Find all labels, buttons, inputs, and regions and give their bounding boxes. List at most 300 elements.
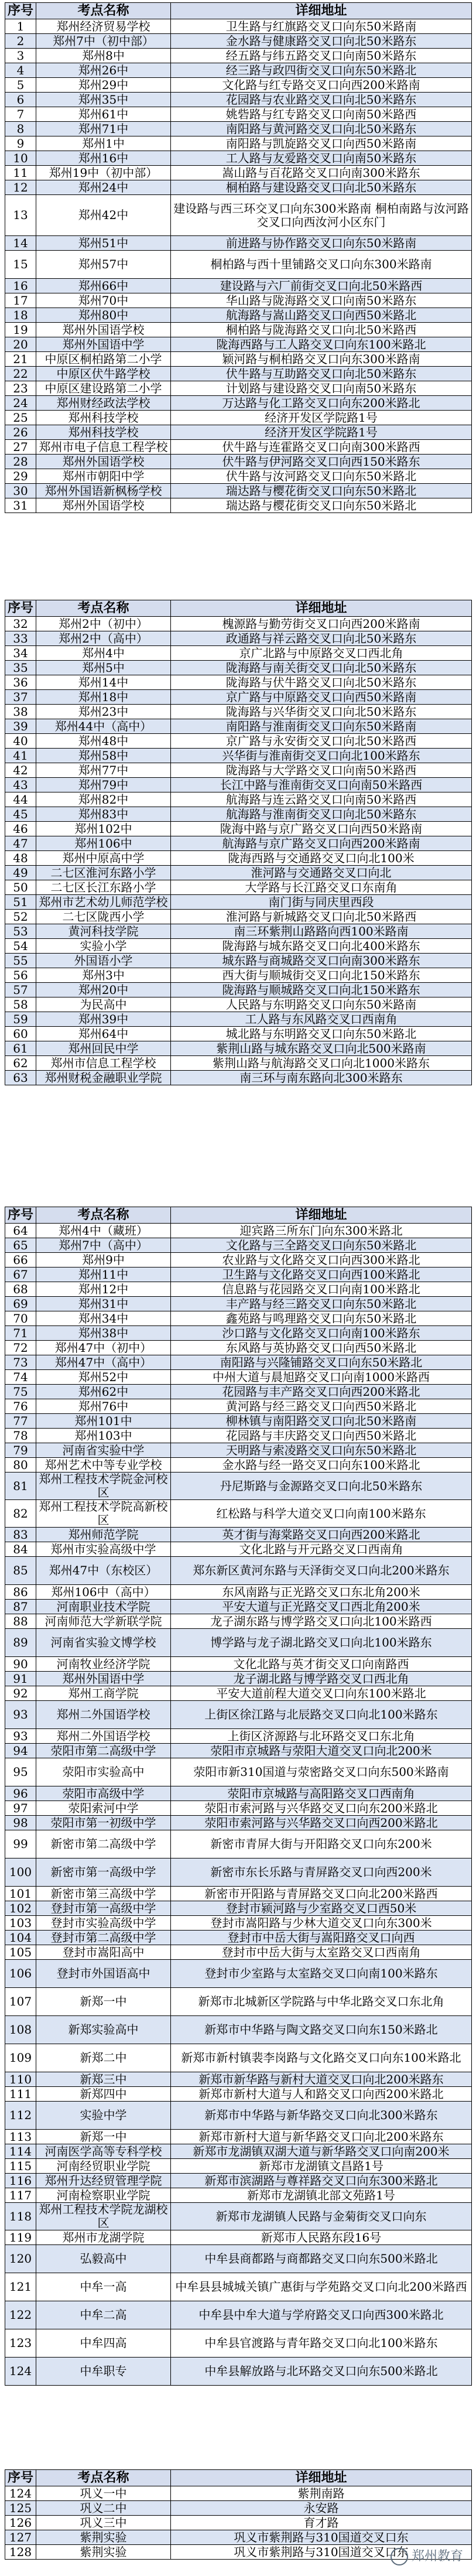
cell-seq: 75 [5, 1385, 36, 1399]
cell-seq: 62 [5, 1056, 36, 1071]
cell-seq: 96 [5, 1786, 36, 1801]
cell-seq: 95 [5, 1758, 36, 1786]
cell-address: 新密市青屏大街与开阳路交叉口向东200米 [171, 1830, 472, 1858]
cell-address: 淮河路与新城路交叉口向北50米路西 [171, 910, 472, 924]
cell-seq: 16 [5, 279, 36, 293]
cell-name: 巩义三中 [36, 2516, 171, 2530]
cell-name: 郑州38中 [36, 1326, 171, 1341]
table-row [5, 1672, 472, 1686]
cell-seq: 60 [5, 1027, 36, 1041]
cell-address: 新郑市龙湖镇人民路与金菊街交叉口向东 [171, 2203, 472, 2230]
table-row [5, 1758, 472, 1786]
cell-address: 陇海路与顺城路交叉口向北150米路东 [171, 983, 472, 997]
cell-name: 郑州18中 [36, 690, 171, 705]
cell-seq: 7 [5, 107, 36, 122]
header-name: 考点名称 [36, 1207, 171, 1224]
table-row [5, 1385, 472, 1399]
cell-address: 大学路与长江路交叉口东南角 [171, 880, 472, 895]
table-row [5, 2530, 472, 2545]
cell-address: 龙子湖东路与博学路交叉口向北100米路西 [171, 1614, 472, 1629]
table-row [5, 2174, 472, 2188]
cell-name: 新郑一中 [36, 1988, 171, 2016]
cell-seq: 71 [5, 1326, 36, 1341]
cell-address: 伏牛路与连霍路交叉口向南300米路西 [171, 440, 472, 455]
cell-address: 经五路与纬五路交叉口向南50米路东 [171, 49, 472, 63]
cell-seq: 98 [5, 1816, 36, 1830]
cell-name: 郑州42中 [36, 195, 171, 236]
cell-name: 新郑实验高中 [36, 2016, 171, 2044]
cell-address: 红松路与科学大道交叉口向南100米路东 [171, 1500, 472, 1528]
cell-name: 黄河科技学院 [36, 924, 171, 939]
cell-seq: 47 [5, 836, 36, 851]
table-header-row [5, 3, 472, 19]
table-row [5, 2358, 472, 2386]
header-name: 考点名称 [36, 600, 171, 617]
cell-address: 经三路与政四街交叉口向东50米路北 [171, 63, 472, 78]
table-row [5, 308, 472, 323]
cell-name: 中牟四高 [36, 2329, 171, 2358]
exam-site-table [5, 1207, 472, 2386]
cell-name: 郑州7中（高中） [36, 1238, 171, 1253]
cell-seq: 115 [5, 2159, 36, 2174]
table-row [5, 337, 472, 352]
cell-name: 郑州5中 [36, 661, 171, 675]
cell-seq: 10 [5, 151, 36, 166]
cell-seq: 2 [5, 34, 36, 49]
cell-name: 郑州47中（初中） [36, 1341, 171, 1355]
cell-address: 黄河路与经三路交叉口向西50米路北 [171, 1399, 472, 1414]
cell-seq: 17 [5, 293, 36, 308]
cell-address: 航海路与嵩山路交叉口向西50米路北 [171, 308, 472, 323]
cell-seq: 105 [5, 1945, 36, 1960]
cell-name: 郑州工程技术学院高新校区 [36, 1500, 171, 1528]
cell-name: 新郑一中 [36, 2130, 171, 2144]
table-row [5, 2130, 472, 2144]
cell-seq: 123 [5, 2329, 36, 2358]
table-row [5, 2016, 472, 2044]
cell-address: 鑫苑路与鸣理路交叉口向东50米路北 [171, 1311, 472, 1326]
table-row [5, 778, 472, 792]
watermark-logo-icon [391, 2548, 408, 2565]
cell-address: 陇海路与兴华街交叉口向北50米路东 [171, 705, 472, 719]
table-row [5, 1528, 472, 1542]
cell-address: 登封市少室路与太室路交叉口向南100米路东 [171, 1960, 472, 1988]
cell-name: 实验中学 [36, 2102, 171, 2130]
cell-name: 郑州23中 [36, 705, 171, 719]
cell-name: 河南省实验文博学校 [36, 1629, 171, 1657]
table-row [5, 763, 472, 778]
table-row [5, 49, 472, 63]
table-header-row [5, 1207, 472, 1224]
table-row [5, 968, 472, 983]
cell-name: 郑州80中 [36, 308, 171, 323]
table-row [5, 1267, 472, 1282]
table-row [5, 469, 472, 484]
table-row [5, 1224, 472, 1238]
cell-address: 上街区徐江路与北辰路交叉口向北100米路东 [171, 1701, 472, 1729]
table-row [5, 1931, 472, 1945]
cell-seq: 116 [5, 2174, 36, 2188]
table-row [5, 705, 472, 719]
cell-seq: 25 [5, 411, 36, 425]
cell-seq: 101 [5, 1887, 36, 1901]
cell-name: 郑州7中（初中部） [36, 34, 171, 49]
cell-name: 中牟一高 [36, 2273, 171, 2301]
cell-address: 信息路与花园路交叉口向南100米路北 [171, 1282, 472, 1297]
cell-address: 新郑市龙湖镇文昌路1号 [171, 2159, 472, 2174]
cell-seq: 111 [5, 2087, 36, 2102]
cell-name: 实验小学 [36, 939, 171, 954]
cell-address: 华山路与陇海路交叉口向南50米路东 [171, 293, 472, 308]
cell-address: 中牟县中牟大道与学府路交叉口向西300米路北 [171, 2301, 472, 2329]
cell-name: 郑州9中 [36, 1253, 171, 1267]
cell-seq: 59 [5, 1012, 36, 1027]
cell-name: 河南经贸职业学院 [36, 2159, 171, 2174]
cell-seq: 41 [5, 749, 36, 763]
table-row [5, 1916, 472, 1931]
cell-address: 陇海路与伏牛路交叉口向北50米路东 [171, 675, 472, 690]
cell-seq: 40 [5, 734, 36, 749]
cell-name: 中原区建设路第二小学 [36, 381, 171, 396]
table-row [5, 822, 472, 836]
cell-name: 为民高中 [36, 997, 171, 1012]
table-row [5, 1341, 472, 1355]
cell-name: 郑州外国语学校 [36, 455, 171, 469]
cell-seq: 63 [5, 1071, 36, 1085]
cell-address: 城东路与商城路交叉口向南300米路东 [171, 954, 472, 968]
cell-address: 陇海中路与京广路交叉口向西50米路南 [171, 822, 472, 836]
table-row [5, 381, 472, 396]
cell-seq: 46 [5, 822, 36, 836]
cell-seq: 128 [5, 2545, 36, 2560]
table-row [5, 34, 472, 49]
table-row [5, 792, 472, 807]
cell-address: 金水路与经一路交叉口向东100米路北 [171, 1458, 472, 1473]
cell-address: 长江中路与淮南街交叉口向南50米路西 [171, 778, 472, 792]
table-row [5, 617, 472, 631]
cell-address: 南阳路与黄河路交叉口向北50米路东 [171, 122, 472, 136]
cell-seq: 100 [5, 1858, 36, 1887]
cell-seq: 48 [5, 851, 36, 866]
cell-seq: 18 [5, 308, 36, 323]
cell-name: 河南职业技术学院 [36, 1600, 171, 1614]
cell-address: 经济开发区学院路1号 [171, 425, 472, 440]
table-row [5, 910, 472, 924]
cell-seq: 97 [5, 1801, 36, 1816]
cell-name: 郑州31中 [36, 1297, 171, 1311]
cell-seq: 8 [5, 122, 36, 136]
cell-seq: 125 [5, 2501, 36, 2516]
header-seq: 序号 [5, 2470, 36, 2486]
cell-name: 河南牧业经济学院 [36, 1657, 171, 1672]
cell-name: 郑州61中 [36, 107, 171, 122]
table-row [5, 1786, 472, 1801]
cell-address: 建设路与西三环交叉口向东300米路南 桐柏南路与汝河路交叉口向西汝河小区东门 [171, 195, 472, 236]
cell-seq: 103 [5, 1916, 36, 1931]
cell-seq: 117 [5, 2188, 36, 2203]
cell-name: 登封市外国语高中 [36, 1960, 171, 1988]
cell-seq: 43 [5, 778, 36, 792]
header-address: 详细地址 [171, 3, 472, 19]
table-row [5, 939, 472, 954]
cell-seq: 51 [5, 895, 36, 910]
cell-name: 郑州101中 [36, 1414, 171, 1429]
table-row [5, 1399, 472, 1414]
cell-name: 郑州106中（高中） [36, 1585, 171, 1600]
cell-seq: 34 [5, 646, 36, 661]
table-row [5, 2486, 472, 2501]
table-row [5, 895, 472, 910]
table-row [5, 440, 472, 455]
cell-seq: 61 [5, 1041, 36, 1056]
cell-address: 中州大道与晨旭路交叉口向南1000米路西 [171, 1370, 472, 1385]
cell-seq: 39 [5, 719, 36, 734]
cell-address: 政通路与祥云路交叉口向北50米路东 [171, 631, 472, 646]
cell-address: 桐柏路与陇海路交叉口向北50米路西 [171, 323, 472, 337]
table-row [5, 195, 472, 236]
table-row [5, 323, 472, 337]
cell-name: 郑州106中 [36, 836, 171, 851]
table-row [5, 1056, 472, 1071]
table-row [5, 1830, 472, 1858]
table-row [5, 2087, 472, 2102]
cell-address: 金水路与健康路交叉口向北50米路东 [171, 34, 472, 49]
cell-address: 新密市开阳路与青屏路交叉口向北200米路西 [171, 1887, 472, 1901]
cell-name: 郑州二外国语学校 [36, 1729, 171, 1744]
cell-seq: 106 [5, 1960, 36, 1988]
table-row [5, 136, 472, 151]
cell-seq: 15 [5, 251, 36, 279]
table-row [5, 983, 472, 997]
cell-address: 航海路与淮南街交叉口向北50米路东 [171, 807, 472, 822]
cell-seq: 57 [5, 983, 36, 997]
cell-seq: 13 [5, 195, 36, 236]
cell-name: 荥阳市高级中学 [36, 1786, 171, 1801]
cell-seq: 55 [5, 954, 36, 968]
cell-name: 郑州市艺术幼儿师范学校 [36, 895, 171, 910]
table-row [5, 1326, 472, 1341]
cell-seq: 35 [5, 661, 36, 675]
table-row [5, 719, 472, 734]
cell-seq: 33 [5, 631, 36, 646]
cell-name: 新密市第二高级中学 [36, 1830, 171, 1858]
table-row [5, 180, 472, 195]
cell-seq: 19 [5, 323, 36, 337]
cell-address: 荥阳市索河路与兴华路交叉口向东200米路北 [171, 1801, 472, 1816]
cell-name: 河南省实验中学 [36, 1443, 171, 1458]
table-row [5, 1858, 472, 1887]
cell-seq: 121 [5, 2273, 36, 2301]
cell-address: 登封市中岳大街与嵩阳路交叉口向西 [171, 1931, 472, 1945]
cell-address: 新郑市新村镇裴李岗路与文化路交叉口向东100米路北 [171, 2044, 472, 2072]
cell-name: 郑州47中（高中） [36, 1355, 171, 1370]
cell-address: 紫荆南路 [171, 2486, 472, 2501]
cell-seq: 93 [5, 1729, 36, 1744]
cell-name: 郑州市信息工程学校 [36, 1056, 171, 1071]
watermark-text: 郑州教育 [411, 2549, 463, 2564]
cell-seq: 107 [5, 1988, 36, 2016]
cell-address: 新郑市北城新区学院路与中华北路交叉口东北角 [171, 1988, 472, 2016]
cell-address: 计划路与建设路交叉口向南50米路东 [171, 381, 472, 396]
table-row [5, 997, 472, 1012]
cell-name: 新郑三中 [36, 2072, 171, 2087]
cell-name: 新郑二中 [36, 2044, 171, 2072]
cell-name: 河南师范大学新联学院 [36, 1614, 171, 1629]
cell-seq: 124 [5, 2358, 36, 2386]
cell-seq: 118 [5, 2203, 36, 2230]
table-row [5, 1629, 472, 1657]
cell-name: 郑州市龙湖学院 [36, 2230, 171, 2245]
table-row [5, 1542, 472, 1557]
cell-address: 南三环紫荆山路路向西100米路南 [171, 924, 472, 939]
cell-name: 郑州16中 [36, 151, 171, 166]
watermark [391, 2546, 463, 2565]
cell-name: 登封市实验高级中学 [36, 1916, 171, 1931]
table-row [5, 352, 472, 367]
cell-address: 姚砦路与红专路交叉口向南50米路西 [171, 107, 472, 122]
cell-name: 郑州39中 [36, 1012, 171, 1027]
cell-seq: 102 [5, 1901, 36, 1916]
header-address: 详细地址 [171, 600, 472, 617]
header-seq: 序号 [5, 3, 36, 19]
cell-seq: 112 [5, 2102, 36, 2130]
table-row [5, 1253, 472, 1267]
table-row [5, 675, 472, 690]
table-row [5, 2329, 472, 2358]
cell-name: 郑州工程技术学院龙湖校区 [36, 2203, 171, 2230]
cell-address: 新郑市中华路与新华路交叉口向北300米路东 [171, 2102, 472, 2130]
cell-seq: 27 [5, 440, 36, 455]
cell-seq: 119 [5, 2230, 36, 2245]
cell-name: 巩义一中 [36, 2486, 171, 2501]
table-row [5, 2516, 472, 2530]
cell-name: 郑州升达经贸管理学院 [36, 2174, 171, 2188]
cell-address: 丹尼斯路与金源路交叉口向北50米路东 [171, 1473, 472, 1500]
table-header-row [5, 600, 472, 617]
cell-name: 紫荆实验 [36, 2545, 171, 2560]
cell-address: 荥阳市京城路与荥阳大道交叉口向北200米 [171, 1744, 472, 1758]
cell-name: 郑州科技学校 [36, 425, 171, 440]
cell-address: 卫生路与文化路交叉口向西100米路北 [171, 1267, 472, 1282]
cell-name: 郑州77中 [36, 763, 171, 778]
table-row [5, 1370, 472, 1385]
cell-seq: 83 [5, 1528, 36, 1542]
cell-address: 登封市嵩阳路与少林大道交叉口向东300米 [171, 1916, 472, 1931]
cell-seq: 52 [5, 910, 36, 924]
cell-seq: 26 [5, 425, 36, 440]
cell-address: 颖河路与桐柏路交叉口向东300米路南 [171, 352, 472, 367]
cell-address: 文化路与三全路交叉口向东50米路北 [171, 1238, 472, 1253]
table-row [5, 880, 472, 895]
cell-name: 荥阳市第二高级中学 [36, 1744, 171, 1758]
table-row [5, 1729, 472, 1744]
cell-seq: 91 [5, 1672, 36, 1686]
cell-seq: 78 [5, 1429, 36, 1443]
cell-seq: 53 [5, 924, 36, 939]
table-row [5, 2188, 472, 2203]
cell-name: 郑州44中（高中） [36, 719, 171, 734]
table-row [5, 1355, 472, 1370]
cell-address: 京广北路与中原路交叉口西北角 [171, 646, 472, 661]
table-row [5, 1311, 472, 1326]
cell-address: 前进路与协作路交叉口向东50米路南 [171, 236, 472, 251]
cell-seq: 64 [5, 1224, 36, 1238]
cell-address: 槐源路与勤劳街交叉口向西200米路南 [171, 617, 472, 631]
cell-address: 丰产路与经三路交叉口向东50米路北 [171, 1297, 472, 1311]
cell-seq: 70 [5, 1311, 36, 1326]
cell-address: 文化北路与英才街交叉口向南路西 [171, 1657, 472, 1672]
cell-address: 新郑市龙湖镇北部文苑路1号 [171, 2188, 472, 2203]
cell-seq: 69 [5, 1297, 36, 1311]
table-row [5, 1071, 472, 1085]
table-row [5, 2102, 472, 2130]
cell-address: 工人路与友爱路交叉口向南50米路东 [171, 151, 472, 166]
cell-seq: 4 [5, 63, 36, 78]
cell-name: 郑州4中 [36, 646, 171, 661]
table-row [5, 1238, 472, 1253]
cell-name: 郑州29中 [36, 78, 171, 93]
table-row [5, 807, 472, 822]
table-row [5, 367, 472, 381]
table-row [5, 2301, 472, 2329]
cell-seq: 108 [5, 2016, 36, 2044]
cell-name: 河南医学高等专科学校 [36, 2144, 171, 2159]
cell-name: 郑州艺术中等专业学校 [36, 1458, 171, 1473]
cell-seq: 113 [5, 2130, 36, 2144]
cell-name: 郑州19中（初中部） [36, 166, 171, 180]
cell-seq: 1 [5, 19, 36, 34]
cell-seq: 5 [5, 78, 36, 93]
cell-seq: 81 [5, 1473, 36, 1500]
cell-name: 郑州2中（高中） [36, 631, 171, 646]
cell-address: 陇海西路与交通路交叉口向北100米 [171, 851, 472, 866]
cell-address: 上街区济源路与北环路交叉口东北角 [171, 1729, 472, 1744]
cell-name: 郑州57中 [36, 251, 171, 279]
cell-seq: 29 [5, 469, 36, 484]
cell-name: 登封市第二高级中学 [36, 1931, 171, 1945]
cell-name: 郑州外国语学校 [36, 498, 171, 513]
exam-site-table [5, 2, 472, 513]
cell-seq: 127 [5, 2530, 36, 2545]
cell-seq: 58 [5, 997, 36, 1012]
cell-name: 中原区桐柏路第二小学 [36, 352, 171, 367]
cell-seq: 23 [5, 381, 36, 396]
table-row [5, 1429, 472, 1443]
cell-name: 中牟职专 [36, 2358, 171, 2386]
header-name: 考点名称 [36, 3, 171, 19]
cell-name: 郑州科技学校 [36, 411, 171, 425]
table-row [5, 2144, 472, 2159]
cell-name: 郑州外国语中学 [36, 1672, 171, 1686]
header-address: 详细地址 [171, 2470, 472, 2486]
cell-name: 郑州71中 [36, 122, 171, 136]
cell-name: 郑州47中（东校区） [36, 1557, 171, 1585]
cell-seq: 84 [5, 1542, 36, 1557]
cell-seq: 74 [5, 1370, 36, 1385]
cell-seq: 126 [5, 2516, 36, 2530]
cell-name: 登封市嵩阳高中 [36, 1945, 171, 1960]
cell-address: 新郑市新村大道与新华路交叉口向北200米路东 [171, 2130, 472, 2144]
cell-address: 伏牛路与汝河路交叉口向东50米路北 [171, 469, 472, 484]
cell-address: 巩义市紫荆路与310国道交叉口东 [171, 2530, 472, 2545]
cell-name: 郑州20中 [36, 983, 171, 997]
cell-name: 郑州中原高中学 [36, 851, 171, 866]
cell-name: 郑州市朝阳中学 [36, 469, 171, 484]
cell-address: 新郑市新村大道与人和路交叉口向西200米路北 [171, 2087, 472, 2102]
cell-seq: 77 [5, 1414, 36, 1429]
cell-address: 农业路与文化路交叉口向西300米路北 [171, 1253, 472, 1267]
cell-seq: 120 [5, 2245, 36, 2273]
